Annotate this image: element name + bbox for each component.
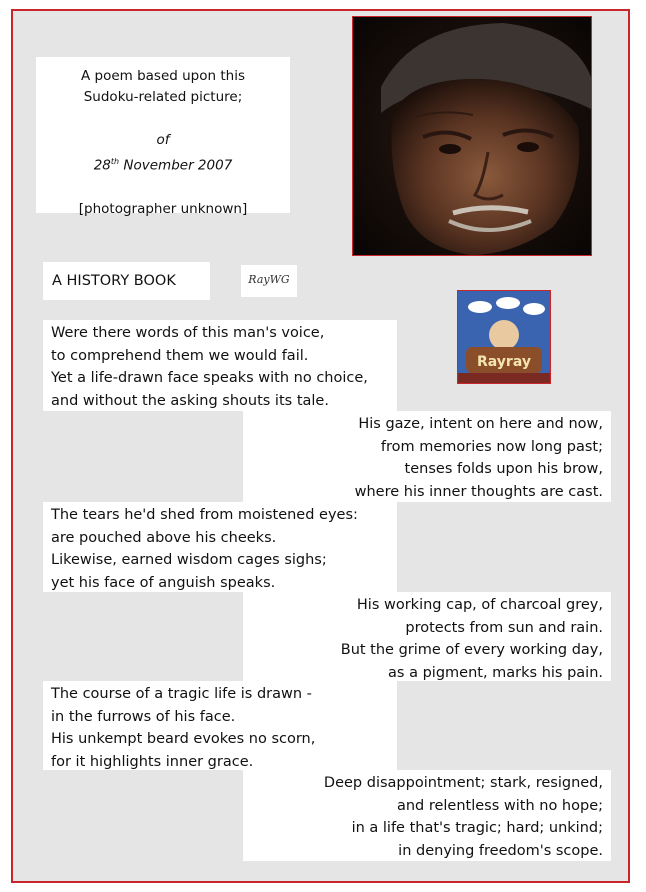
poem-line: Yet a life-drawn face speaks with no choice, bbox=[51, 370, 368, 386]
stanza-4 bbox=[243, 592, 611, 681]
portrait-photo bbox=[352, 16, 592, 256]
author-signature: RayWG bbox=[241, 265, 297, 297]
caption-line-2: Sudoku-related picture; bbox=[83, 89, 243, 105]
rayray-logo bbox=[457, 290, 551, 384]
poem-line: yet his face of anguish speaks. bbox=[51, 574, 276, 591]
poem-line: for it highlights inner grace. bbox=[51, 753, 254, 770]
poem-line: in the furrows of his face. bbox=[51, 708, 236, 725]
poem-line: where his inner thoughts are cast. bbox=[354, 483, 603, 500]
caption-line-1: A poem based upon this bbox=[80, 68, 245, 84]
poem-line: But the grime of every working day, bbox=[340, 642, 603, 658]
poem-line: are pouched above his cheeks. bbox=[51, 529, 277, 546]
stanza-6 bbox=[243, 770, 611, 861]
stanza-3 bbox=[43, 502, 397, 592]
poem-line: and relentless with no hope; bbox=[396, 797, 603, 814]
poem-line: Were there words of this man's voice, bbox=[51, 325, 325, 341]
poem-line: to comprehend them we would fail. bbox=[51, 347, 309, 364]
poem-line: His working cap, of charcoal grey, bbox=[356, 597, 603, 613]
caption-credit: [photographer unknown] bbox=[78, 200, 248, 217]
stanza-2 bbox=[243, 411, 611, 502]
poem-title: A HISTORY BOOK bbox=[43, 262, 210, 300]
poem-line: tenses folds upon his brow, bbox=[404, 461, 603, 477]
poem-line: His gaze, intent on here and now, bbox=[358, 416, 603, 432]
poem-line: Likewise, earned wisdom cages sighs; bbox=[51, 552, 327, 568]
poem-line: His unkempt beard evokes no scorn, bbox=[51, 731, 316, 747]
caption-date: 28th November 2007 bbox=[93, 157, 233, 174]
stanza-5 bbox=[43, 681, 397, 770]
photo-caption bbox=[36, 57, 290, 217]
poem-line: from memories now long past; bbox=[380, 438, 603, 455]
caption-of: of bbox=[156, 132, 170, 148]
stanza-1 bbox=[43, 320, 397, 411]
poem-line: The course of a tragic life is drawn - bbox=[51, 686, 312, 702]
poem-line: as a pigment, marks his pain. bbox=[388, 664, 603, 681]
poem-line: protects from sun and rain. bbox=[405, 619, 603, 636]
poem-line: The tears he'd shed from moistened eyes: bbox=[51, 507, 358, 523]
poem-line: in denying freedom's scope. bbox=[398, 842, 603, 859]
logo-label: Rayray bbox=[477, 354, 531, 370]
poem-line: and without the asking shouts its tale. bbox=[51, 392, 329, 409]
poem-line: Deep disappointment; stark, resigned, bbox=[323, 775, 603, 791]
poem-line: in a life that's tragic; hard; unkind; bbox=[351, 820, 603, 836]
